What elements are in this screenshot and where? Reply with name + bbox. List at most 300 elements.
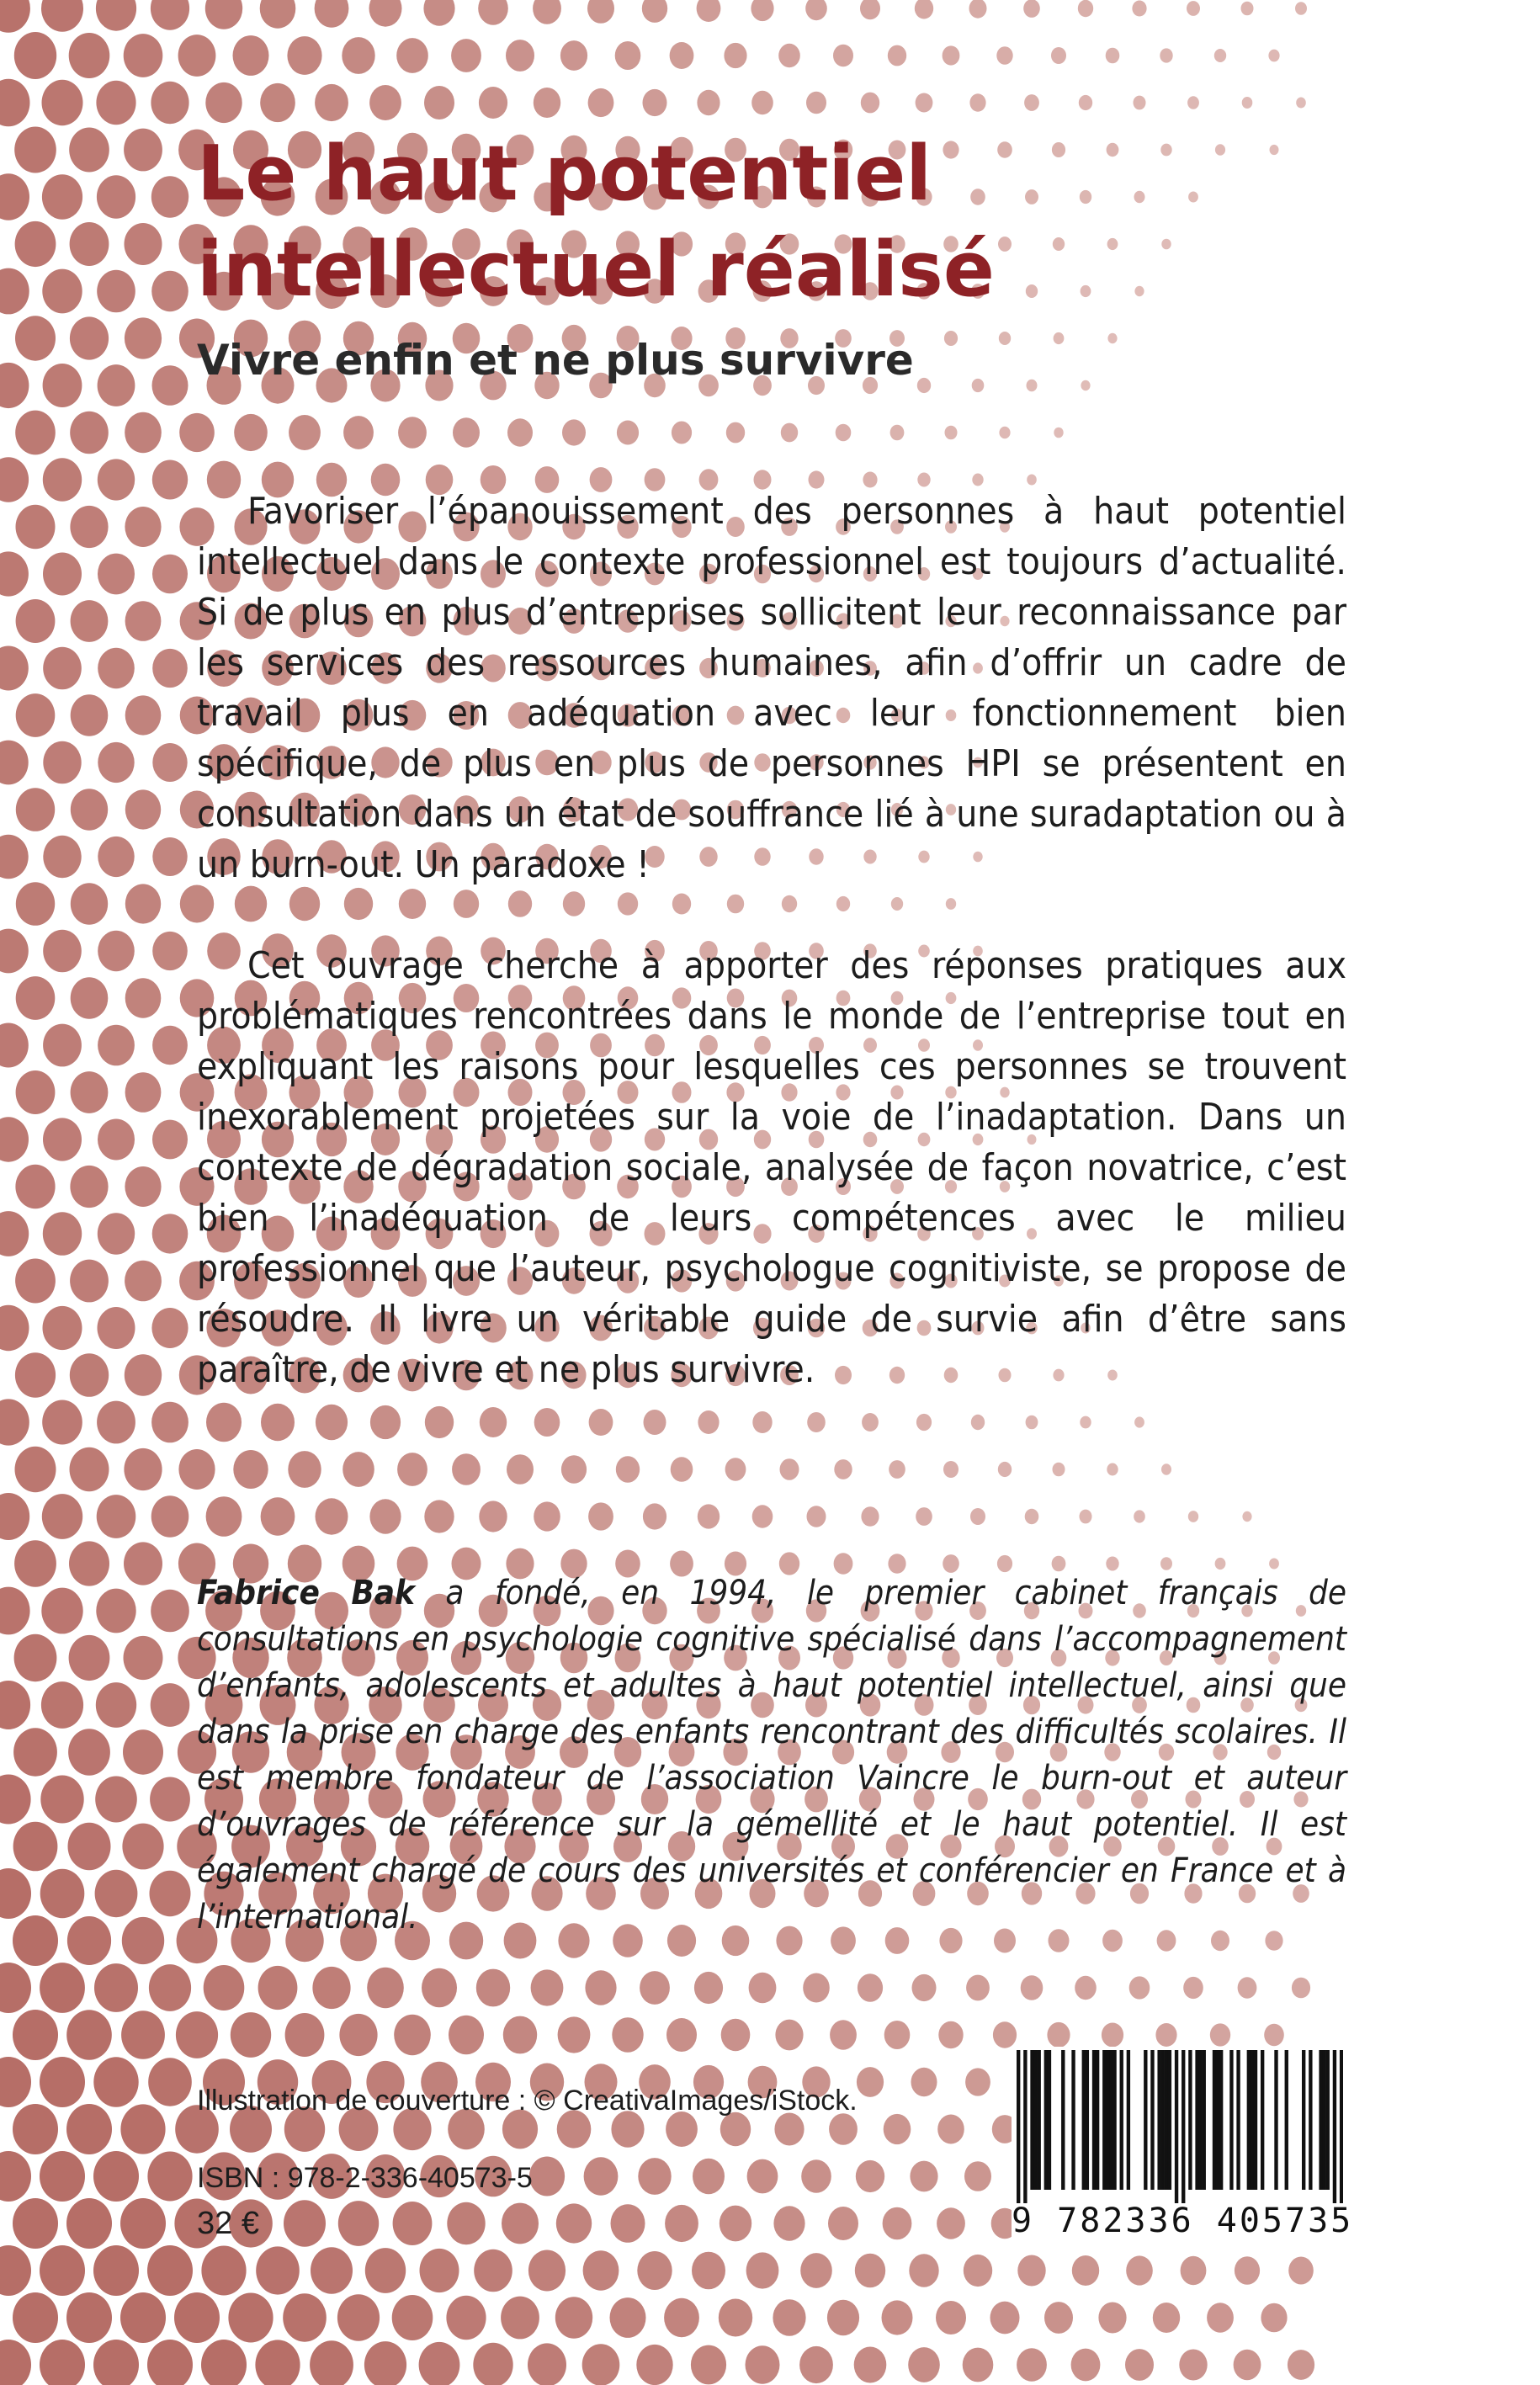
pattern-dot bbox=[643, 1503, 666, 1529]
pattern-dot bbox=[152, 837, 187, 876]
barcode-bar bbox=[1165, 2050, 1168, 2190]
pattern-dot bbox=[0, 2057, 31, 2107]
pattern-dot bbox=[534, 1408, 560, 1437]
pattern-dot bbox=[123, 1729, 163, 1774]
pattern-dot bbox=[1054, 428, 1063, 438]
pattern-dot bbox=[0, 2340, 31, 2385]
pattern-dot bbox=[15, 1352, 56, 1398]
pattern-dot bbox=[205, 0, 242, 29]
pattern-dot bbox=[964, 2255, 992, 2287]
pattern-dot bbox=[70, 412, 109, 454]
barcode-bar bbox=[1254, 2050, 1257, 2190]
pattern-dot bbox=[836, 424, 852, 442]
pattern-dot bbox=[424, 1500, 454, 1532]
pattern-dot bbox=[915, 0, 933, 19]
pattern-dot bbox=[1261, 2303, 1287, 2333]
pattern-dot bbox=[178, 1449, 215, 1490]
pattern-dot bbox=[70, 1447, 109, 1491]
pattern-dot bbox=[0, 1681, 30, 1729]
pattern-dot bbox=[344, 888, 373, 920]
pattern-dot bbox=[0, 2151, 31, 2202]
pattern-dot bbox=[447, 2202, 485, 2244]
pattern-dot bbox=[0, 2245, 31, 2296]
pattern-dot bbox=[0, 457, 29, 502]
pattern-dot bbox=[311, 2247, 353, 2294]
pattern-dot bbox=[937, 2115, 964, 2144]
pattern-dot bbox=[807, 1412, 826, 1432]
pattern-dot bbox=[422, 1968, 457, 2008]
pattern-dot bbox=[1021, 1975, 1043, 2000]
pattern-dot bbox=[1080, 1416, 1091, 1429]
pattern-dot bbox=[71, 789, 108, 830]
pattern-dot bbox=[0, 1023, 29, 1068]
pattern-dot bbox=[917, 473, 930, 487]
barcode-bar bbox=[1213, 2050, 1216, 2190]
pattern-dot bbox=[124, 34, 163, 77]
pattern-dot bbox=[13, 1915, 58, 1966]
pattern-dot bbox=[1210, 2023, 1230, 2046]
pattern-dot bbox=[916, 1507, 932, 1526]
pattern-dot bbox=[69, 128, 109, 173]
pattern-dot bbox=[258, 1966, 298, 2010]
pattern-dot bbox=[751, 91, 773, 114]
pattern-dot bbox=[1044, 2302, 1073, 2334]
pattern-dot bbox=[449, 2016, 484, 2055]
pattern-dot bbox=[16, 505, 56, 549]
pattern-dot bbox=[288, 1451, 321, 1488]
pattern-dot bbox=[93, 2057, 138, 2106]
book-title: Le haut potentiel intellectuel réalisé bbox=[197, 130, 995, 314]
pattern-dot bbox=[15, 316, 56, 360]
pattern-dot bbox=[587, 0, 614, 24]
pattern-dot bbox=[147, 2340, 193, 2385]
pattern-dot bbox=[125, 1354, 162, 1395]
pattern-dot bbox=[993, 2021, 1017, 2048]
pattern-dot bbox=[480, 1407, 507, 1437]
pattern-dot bbox=[41, 1588, 82, 1634]
pattern-dot bbox=[916, 93, 933, 113]
pattern-dot bbox=[178, 35, 216, 77]
pattern-dot bbox=[425, 1406, 454, 1438]
pattern-dot bbox=[40, 1869, 85, 1918]
pattern-dot bbox=[830, 2020, 857, 2049]
pattern-dot bbox=[638, 2158, 671, 2195]
pattern-dot bbox=[1288, 2257, 1314, 2285]
pattern-dot bbox=[971, 1415, 985, 1430]
pattern-dot bbox=[588, 88, 614, 117]
pattern-dot bbox=[179, 413, 215, 452]
pattern-dot bbox=[316, 1498, 348, 1534]
pattern-dot bbox=[16, 788, 55, 831]
pattern-dot bbox=[945, 426, 958, 440]
pattern-dot bbox=[233, 35, 269, 76]
pattern-dot bbox=[256, 2246, 300, 2294]
pattern-dot bbox=[1292, 1978, 1310, 1999]
pattern-dot bbox=[71, 1071, 109, 1113]
pattern-dot bbox=[856, 2160, 884, 2192]
pattern-dot bbox=[204, 1965, 245, 2011]
pattern-dot bbox=[13, 2010, 58, 2060]
pattern-dot bbox=[151, 1308, 188, 1348]
pattern-dot bbox=[970, 1508, 985, 1525]
barcode-bar bbox=[1109, 2050, 1113, 2190]
pattern-dot bbox=[1125, 2349, 1154, 2381]
pattern-dot bbox=[502, 2203, 539, 2244]
pattern-dot bbox=[125, 1166, 161, 1207]
barcode-bar bbox=[1302, 2050, 1305, 2190]
pattern-dot bbox=[501, 2297, 539, 2340]
barcode-bar bbox=[1044, 2050, 1048, 2190]
pattern-dot bbox=[782, 895, 797, 912]
pattern-dot bbox=[122, 1824, 163, 1870]
pattern-dot bbox=[125, 978, 162, 1017]
pattern-dot bbox=[1026, 1416, 1038, 1430]
pattern-dot bbox=[14, 1540, 56, 1586]
pattern-dot bbox=[66, 2292, 112, 2343]
pattern-dot bbox=[916, 1414, 932, 1431]
pattern-dot bbox=[43, 836, 81, 878]
pattern-dot bbox=[883, 2207, 912, 2240]
illustration-credit: Illustration de couverture : © CreativaImages/iStock. bbox=[197, 2085, 858, 2117]
pattern-dot bbox=[803, 1973, 830, 2003]
barcode-bar bbox=[1061, 2050, 1065, 2190]
pattern-dot bbox=[70, 1260, 109, 1303]
pattern-dot bbox=[96, 1682, 136, 1728]
pattern-dot bbox=[98, 459, 135, 500]
pattern-dot bbox=[529, 2157, 565, 2196]
pattern-dot bbox=[807, 1506, 826, 1527]
book-subtitle: Vivre enfin et ne plus survivre bbox=[197, 336, 914, 385]
pattern-dot bbox=[120, 2292, 166, 2343]
pattern-dot bbox=[1188, 1511, 1198, 1522]
pattern-dot bbox=[1235, 2256, 1260, 2285]
pattern-dot bbox=[120, 2104, 165, 2154]
pattern-dot bbox=[98, 1307, 135, 1349]
pattern-dot bbox=[1129, 1976, 1150, 1999]
pattern-dot bbox=[97, 1495, 136, 1538]
pattern-dot bbox=[1132, 1, 1146, 17]
pattern-dot bbox=[124, 1448, 162, 1490]
pattern-dot bbox=[180, 885, 214, 923]
author-name: Fabrice Bak bbox=[197, 1574, 415, 1612]
pattern-dot bbox=[773, 2206, 805, 2240]
pattern-dot bbox=[40, 1776, 83, 1824]
pattern-dot bbox=[1242, 97, 1253, 109]
pattern-dot bbox=[97, 270, 135, 313]
pattern-dot bbox=[43, 741, 81, 784]
pattern-dot bbox=[937, 2207, 965, 2239]
pattern-dot bbox=[1179, 2350, 1207, 2381]
pattern-dot bbox=[40, 2151, 85, 2202]
barcode bbox=[1012, 2047, 1354, 2245]
pattern-dot bbox=[40, 2245, 85, 2296]
pattern-dot bbox=[1126, 2255, 1153, 2285]
pattern-dot bbox=[151, 271, 189, 311]
barcode-bar bbox=[1150, 2050, 1154, 2190]
pattern-dot bbox=[752, 1411, 772, 1433]
pattern-dot bbox=[610, 2297, 646, 2338]
pattern-dot bbox=[889, 1460, 905, 1479]
pattern-dot bbox=[828, 2207, 858, 2240]
pattern-dot bbox=[71, 694, 109, 736]
pattern-dot bbox=[726, 422, 745, 444]
barcode-bar bbox=[1082, 2050, 1086, 2190]
pattern-dot bbox=[1187, 1, 1200, 16]
pattern-dot bbox=[585, 1970, 616, 2005]
pattern-dot bbox=[125, 317, 162, 359]
pattern-dot bbox=[0, 1305, 29, 1351]
pattern-dot bbox=[476, 1969, 510, 2007]
pattern-dot bbox=[151, 1495, 189, 1538]
pattern-dot bbox=[16, 1070, 56, 1114]
summary-paragraph: Cet ouvrage cherche à apporter des réponses pratiques aux problématiques rencontrées dans le monde de l’entreprise tout en expliquant les raisons pour lesquelles ces personnes se trouvent inexorablement projetées sur la voie de l’inadaptation. Dans un contexte de dégradation sociale, analysée de façon novatrice, c’est bien l’inadéquation de leurs compétences avec le milieu professionnel que l’auteur, psychologue cognitiviste, se propose de résoudre. Il livre un véritable guide de survie afin d’être sans paraître, de vivre et ne plus survivre. bbox=[197, 944, 1346, 1391]
pattern-dot bbox=[40, 1963, 85, 2013]
pattern-dot bbox=[342, 37, 374, 74]
pattern-dot bbox=[746, 2345, 780, 2383]
pattern-dot bbox=[151, 82, 189, 124]
pattern-dot bbox=[150, 1777, 190, 1822]
pattern-dot bbox=[174, 2292, 220, 2343]
pattern-dot bbox=[121, 2011, 165, 2059]
pattern-dot bbox=[640, 1971, 670, 2005]
pattern-dot bbox=[124, 129, 162, 172]
pattern-dot bbox=[0, 835, 29, 879]
pattern-dot bbox=[506, 40, 534, 72]
pattern-dot bbox=[0, 646, 29, 691]
pattern-dot bbox=[152, 743, 187, 782]
pattern-dot bbox=[563, 891, 585, 916]
barcode-bar bbox=[1229, 2050, 1233, 2190]
pattern-dot bbox=[337, 2294, 380, 2341]
pattern-dot bbox=[1161, 1463, 1171, 1474]
pattern-dot bbox=[70, 1353, 109, 1397]
barcode-bar bbox=[1161, 2050, 1165, 2190]
pattern-dot bbox=[665, 2205, 698, 2242]
pattern-dot bbox=[1238, 1977, 1257, 1998]
pattern-dot bbox=[833, 45, 853, 67]
pattern-dot bbox=[125, 695, 162, 735]
pattern-dot bbox=[152, 460, 188, 500]
pattern-dot bbox=[41, 1681, 83, 1729]
pattern-dot bbox=[938, 2021, 963, 2049]
pattern-dot bbox=[725, 1458, 746, 1481]
barcode-bar bbox=[1048, 2050, 1051, 2190]
pattern-dot bbox=[69, 1541, 109, 1586]
pattern-dot bbox=[289, 415, 321, 450]
pattern-dot bbox=[1134, 1416, 1144, 1427]
pattern-dot bbox=[365, 2248, 406, 2293]
pattern-dot bbox=[367, 1968, 404, 2008]
pattern-dot bbox=[561, 1455, 587, 1484]
pattern-dot bbox=[71, 600, 109, 642]
pattern-dot bbox=[528, 2343, 566, 2385]
pattern-dot bbox=[283, 2293, 327, 2341]
pattern-dot bbox=[694, 1972, 723, 2004]
pattern-dot bbox=[1234, 2350, 1261, 2380]
pattern-dot bbox=[42, 80, 83, 125]
pattern-dot bbox=[720, 2206, 751, 2242]
pattern-dot bbox=[999, 427, 1010, 439]
pattern-dot bbox=[963, 2348, 994, 2382]
pattern-dot bbox=[1207, 2303, 1234, 2332]
pattern-dot bbox=[558, 2016, 591, 2053]
pattern-dot bbox=[235, 886, 267, 922]
pattern-dot bbox=[287, 36, 321, 75]
pattern-dot bbox=[508, 890, 532, 917]
pattern-dot bbox=[697, 0, 721, 22]
barcode-bar bbox=[1157, 2050, 1160, 2190]
pattern-dot bbox=[148, 2058, 192, 2106]
pattern-dot bbox=[507, 1454, 534, 1485]
barcode-bar bbox=[1168, 2050, 1171, 2190]
pattern-dot bbox=[69, 33, 110, 78]
barcode-bar bbox=[1236, 2050, 1240, 2190]
pattern-dot bbox=[228, 2293, 273, 2343]
pattern-dot bbox=[125, 507, 161, 547]
pattern-dot bbox=[71, 883, 108, 924]
pattern-dot bbox=[0, 0, 30, 33]
pattern-dot bbox=[533, 0, 561, 24]
pattern-dot bbox=[473, 2343, 512, 2385]
pattern-dot bbox=[125, 884, 161, 923]
pattern-dot bbox=[42, 174, 82, 220]
pattern-dot bbox=[1134, 1510, 1145, 1522]
pattern-dot bbox=[1134, 96, 1146, 110]
pattern-dot bbox=[393, 2202, 433, 2245]
pattern-dot bbox=[908, 2347, 940, 2382]
pattern-dot bbox=[644, 1410, 666, 1435]
pattern-dot bbox=[773, 2299, 805, 2336]
barcode-bar bbox=[1120, 2050, 1123, 2190]
pattern-dot bbox=[284, 2200, 326, 2246]
pattern-dot bbox=[69, 1635, 110, 1681]
pattern-dot bbox=[95, 1777, 137, 1823]
pattern-dot bbox=[589, 1409, 613, 1436]
pattern-dot bbox=[588, 1502, 613, 1530]
pattern-dot bbox=[125, 223, 162, 265]
pattern-dot bbox=[260, 83, 295, 122]
pattern-dot bbox=[643, 89, 667, 116]
pattern-dot bbox=[781, 423, 798, 443]
pattern-dot bbox=[1025, 1509, 1039, 1524]
isbn-number: ISBN : 978-2-336-40573-5 bbox=[197, 2162, 533, 2194]
barcode-bar bbox=[1038, 2050, 1041, 2190]
barcode-bar bbox=[1023, 2050, 1027, 2203]
pattern-dot bbox=[1181, 2256, 1207, 2285]
pattern-dot bbox=[68, 1729, 110, 1775]
barcode-bar bbox=[1333, 2050, 1336, 2203]
pattern-dot bbox=[125, 412, 162, 453]
pattern-dot bbox=[70, 506, 108, 548]
pattern-dot bbox=[152, 555, 188, 594]
pattern-dot bbox=[778, 44, 800, 67]
pattern-dot bbox=[16, 693, 56, 737]
pattern-dot bbox=[43, 1212, 82, 1256]
pattern-dot bbox=[642, 0, 667, 23]
pattern-dot bbox=[43, 1024, 82, 1067]
pattern-dot bbox=[860, 0, 880, 19]
pattern-dot bbox=[890, 425, 905, 441]
pattern-dot bbox=[424, 86, 454, 120]
pattern-dot bbox=[615, 41, 641, 70]
pattern-dot bbox=[749, 1973, 777, 2004]
pattern-dot bbox=[1215, 1558, 1226, 1570]
pattern-dot bbox=[206, 1496, 242, 1537]
barcode-bar bbox=[1326, 2050, 1330, 2190]
pattern-dot bbox=[474, 2250, 512, 2292]
summary-paragraph: Favoriser l’épanouissement des personnes à haut potentiel intellectuel dans le contexte professionnel est toujours d’actualité. Si de plus en plus d’entreprises sollicitent leur reconnaissance par les services des ressources humaines, afin d’offrir un cadre de travail plus en adéquation avec leur fonctionnement bien spécifique, de plus en plus de personnes HPI se présentent en consultation dans un état de souffrance lié à une suradaptation ou à un burn-out. Un paradoxe ! bbox=[197, 490, 1346, 886]
pattern-dot bbox=[1268, 50, 1279, 62]
pattern-dot bbox=[13, 1822, 58, 1872]
barcode-bar bbox=[1216, 2050, 1219, 2190]
pattern-dot bbox=[1051, 47, 1066, 64]
pattern-dot bbox=[1187, 96, 1199, 109]
pattern-dot bbox=[800, 2253, 832, 2288]
pattern-dot bbox=[617, 421, 639, 445]
pattern-dot bbox=[882, 2300, 913, 2335]
pattern-dot bbox=[746, 2252, 779, 2288]
pattern-dot bbox=[260, 0, 296, 29]
pattern-dot bbox=[1153, 2303, 1180, 2333]
pattern-dot bbox=[234, 414, 268, 451]
pattern-dot bbox=[392, 2295, 433, 2340]
pattern-dot bbox=[98, 1119, 135, 1161]
pattern-dot bbox=[16, 976, 56, 1020]
barcode-bar bbox=[1203, 2050, 1206, 2190]
barcode-bar bbox=[1127, 2050, 1130, 2190]
pattern-dot bbox=[1098, 2303, 1126, 2334]
pattern-dot bbox=[98, 931, 135, 971]
pattern-dot bbox=[420, 2249, 459, 2292]
pattern-dot bbox=[233, 1450, 268, 1489]
pattern-dot bbox=[42, 1494, 82, 1539]
pattern-dot bbox=[637, 2251, 672, 2290]
pattern-dot bbox=[827, 2300, 859, 2335]
pattern-dot bbox=[15, 1165, 55, 1208]
pattern-dot bbox=[583, 2250, 619, 2290]
barcode-bar bbox=[1071, 2050, 1075, 2190]
pattern-dot bbox=[528, 2250, 566, 2292]
pattern-dot bbox=[801, 2159, 831, 2192]
pattern-dot bbox=[0, 1587, 30, 1635]
pattern-dot bbox=[884, 2114, 911, 2144]
barcode-bar bbox=[1182, 2050, 1185, 2203]
pattern-dot bbox=[1183, 1977, 1203, 1999]
pattern-dot bbox=[152, 1214, 189, 1253]
pattern-dot bbox=[285, 2013, 325, 2057]
pattern-dot bbox=[862, 1413, 879, 1432]
pattern-dot bbox=[888, 45, 906, 66]
pattern-dot bbox=[863, 472, 877, 488]
pattern-dot bbox=[125, 789, 161, 829]
pattern-dot bbox=[1102, 2023, 1123, 2048]
pattern-dot bbox=[70, 222, 109, 266]
pattern-dot bbox=[98, 742, 134, 783]
pattern-dot bbox=[612, 2017, 643, 2053]
pattern-dot bbox=[43, 458, 82, 501]
pattern-dot bbox=[151, 176, 189, 217]
pattern-dot bbox=[201, 2340, 247, 2385]
pattern-dot bbox=[315, 84, 348, 121]
pattern-dot bbox=[670, 42, 694, 69]
pattern-dot bbox=[96, 1589, 135, 1633]
pattern-dot bbox=[15, 221, 56, 267]
pattern-dot bbox=[98, 837, 134, 877]
pattern-dot bbox=[775, 2020, 803, 2051]
pattern-dot bbox=[370, 1405, 401, 1439]
barcode-bar bbox=[1106, 2050, 1109, 2190]
pattern-dot bbox=[446, 2296, 486, 2340]
